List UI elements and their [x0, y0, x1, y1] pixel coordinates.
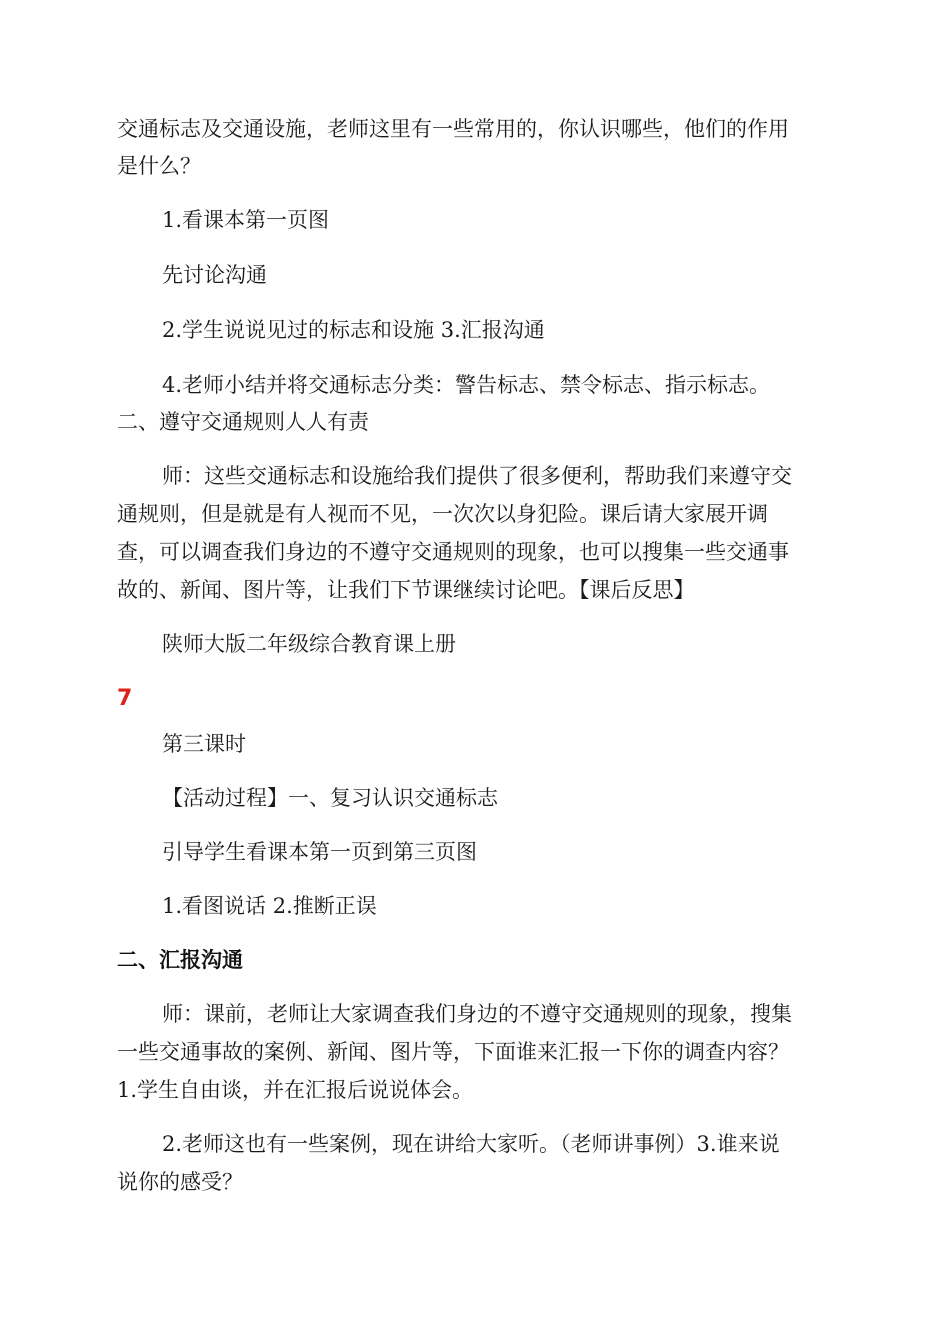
paragraph-line: 陕师大版二年级综合教育课上册 [162, 632, 456, 656]
paragraph-line: 一些交通事故的案例、新闻、图片等，下面谁来汇报一下你的调查内容？ [117, 1040, 789, 1064]
paragraph-line: 师：这些交通标志和设施给我们提供了很多便利，帮助我们来遵守交 [162, 464, 792, 488]
paragraph-line: 4.老师小结并将交通标志分类：警告标志、禁令标志、指示标志。 [162, 373, 771, 397]
paragraph-line: 1.学生自由谈，并在汇报后说说体会。 [117, 1078, 474, 1102]
paragraph-line: 说你的感受？ [117, 1170, 243, 1194]
paragraph-line: 引导学生看课本第一页到第三页图 [162, 840, 477, 864]
paragraph-line: 1.看图说话 2.推断正误 [162, 894, 377, 918]
section-heading: 二、遵守交通规则人人有责 [117, 410, 369, 434]
paragraph-line: 师：课前，老师让大家调查我们身边的不遵守交通规则的现象，搜集 [162, 1002, 792, 1026]
paragraph-line: 第三课时 [162, 732, 246, 756]
page-number: 7 [117, 686, 133, 711]
section-heading: 二、汇报沟通 [117, 948, 243, 972]
paragraph-line: 【活动过程】一、复习认识交通标志 [162, 786, 498, 810]
paragraph-line: 2.老师这也有一些案例，现在讲给大家听。（老师讲事例）3.谁来说 [162, 1132, 780, 1156]
paragraph-line: 故的、新闻、图片等，让我们下节课继续讨论吧。【课后反思】 [117, 578, 695, 602]
paragraph-line: 通规则，但是就是有人视而不见，一次次以身犯险。课后请大家展开调 [117, 502, 768, 526]
paragraph-line: 先讨论沟通 [162, 263, 267, 287]
paragraph-line: 交通标志及交通设施，老师这里有一些常用的，你认识哪些，他们的作用 [117, 117, 789, 141]
paragraph-line: 是什么？ [117, 154, 201, 178]
paragraph-line: 查，可以调查我们身边的不遵守交通规则的现象，也可以搜集一些交通事 [117, 540, 789, 564]
paragraph-line: 2.学生说说见过的标志和设施 3.汇报沟通 [162, 318, 545, 342]
paragraph-line: 1.看课本第一页图 [162, 208, 330, 232]
